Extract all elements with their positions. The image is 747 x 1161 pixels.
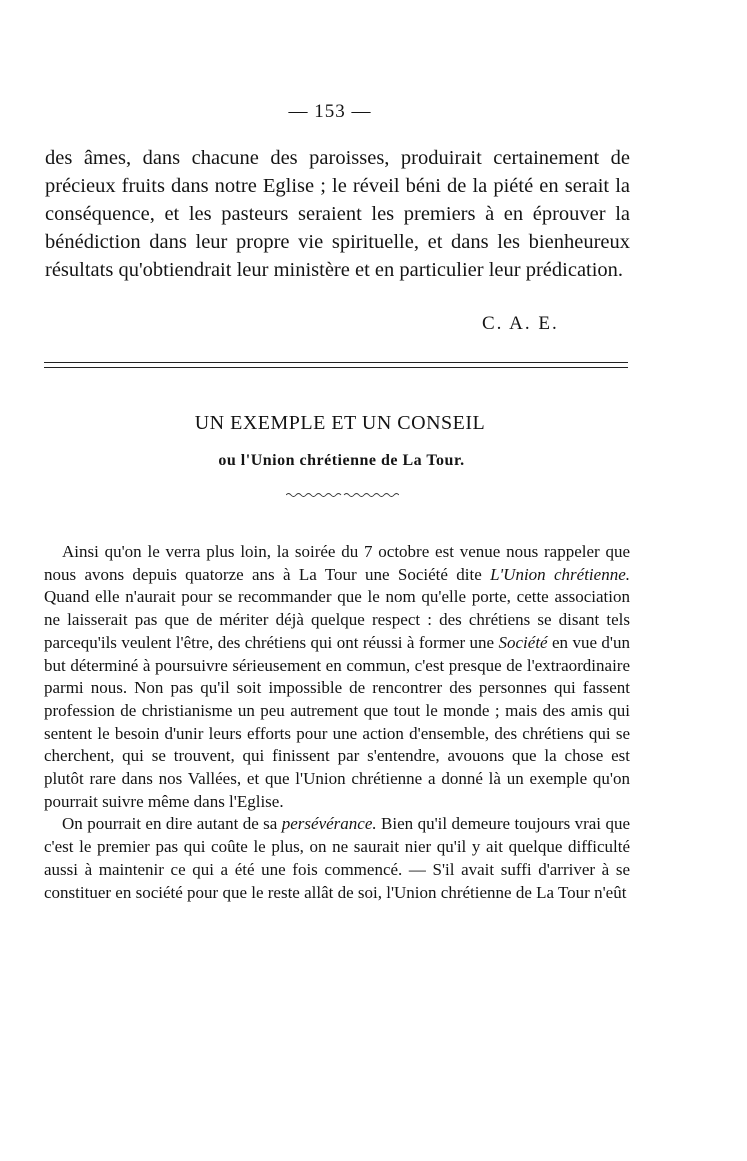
page-number: — 153 — (288, 101, 372, 122)
section-divider-top (44, 362, 628, 363)
intro-paragraph: des âmes, dans chacune des paroisses, produirait certainement de précieux fruits dans notre Eglise ; le réveil béni de la piété en serait la conséquence, et les pasteurs seraient les premiers à en éprouver la bénédiction dans leur propre vie spirituelle, et dans les bienheureux résultats qu'obtiendrait leur ministère et en particulier leur prédication. (45, 147, 630, 281)
paragraph-1-text-a: Ainsi qu'on le verra plus loin, la soirée du 7 octobre est venue nous rappeler que nous avons depuis quatorze ans à La Tour une Société dite (44, 542, 630, 584)
paragraph-2-text-b: Bien qu'il demeure toujours vrai que c'est le premier pas qui coûte le plus, on ne saurait nier qu'il y ait quelque difficulté aussi à maintenir ce qui a été une fois commencé. — S'il avait suffi d'arriver à se constituer en société pour que le reste allât de soi, l'Union chrétienne de La Tour n'eût (44, 814, 631, 902)
societe-italic: Société (498, 632, 548, 652)
paragraph-1-text-b: Quand elle n'aurait pour se recommander que le nom qu'elle porte, cette association ne laisserait pas que de mériter déjà quelque respect : des chrétiens se disant tels parcequ'ils veulent l'être, des chrétiens qui ont réussi à former une (44, 587, 630, 652)
article-paragraph-1 (44, 541, 630, 813)
intro-paragraph-block (45, 144, 630, 284)
paragraph-1-text-c: en vue d'un but déterminé à poursuivre sérieusement en commun, c'est presque de l'extraordinaire parmi nous. Non pas qu'il soit impossible de rencontrer des personnes qui fassent profession de christianisme un peu autrement que tout le monde ; mais des amis qui sentent le besoin d'unir leurs efforts pour une action d'ensemble, des chrétiens qui se cherchent, qui se trouvent, qui finissent par s'entendre, avouons que la chose est plutôt rare dans nos Vallées, et que l'Union chrétienne a donné là un exemple qu'on pourrait suivre même dans l'Eglise. (44, 632, 630, 811)
section-divider-bottom (44, 367, 628, 368)
article-paragraph-2 (44, 813, 630, 904)
author-signature: C. A. E. (482, 313, 559, 334)
article-subtitle: ou l'Union chrétienne de La Tour. (218, 452, 465, 469)
ornament-divider-icon (286, 491, 399, 499)
paragraph-2-text-a: On pourrait en dire autant de sa (62, 814, 282, 834)
article-title: UN EXEMPLE ET UN CONSEIL (194, 412, 486, 434)
society-name-italic: L'Union chrétienne. (490, 564, 630, 584)
perseverance-italic: persévérance. (281, 814, 377, 834)
article-body (44, 541, 630, 904)
